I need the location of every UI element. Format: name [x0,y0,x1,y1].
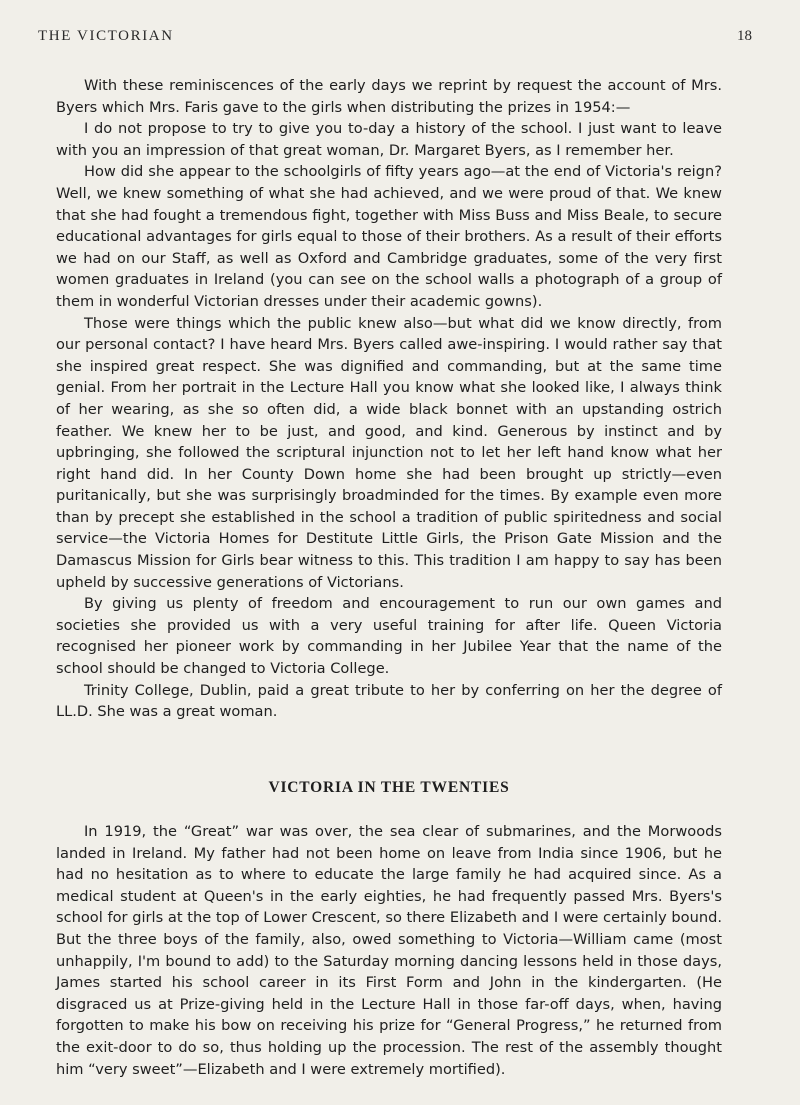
body-paragraph: Those were things which the public knew also—but what did we know directly, from our personal contact? I have heard Mrs. Byers called awe-inspiring. I would rather say that she inspired great respect. She was dignified and commanding, but at the same time genial. From her portrait in the Lecture Hall you know what she looked like, I always think of her wearing, as she so often did, a wide black bonnet with an upstanding ostrich feather. We knew her to be just, and good, and kind. Generous by instinct and by upbringing, she followed the scriptural injunction not to let her left hand know what her right hand did. In her County Down home she had been brought up strictly—even puritanically, but she was surprisingly broadminded for the times. By example even more than by precept she established in the school a tradition of public spiritedness and social service—the Victoria Homes for Destitute Little Girls, the Prison Gate Mission and the Damascus Mission for Girls bear witness to this. This tradition I am happy to say has been upheld by successive generations of Victorians. [56,314,722,591]
body-paragraph: Trinity College, Dublin, paid a great tribute to her by conferring on her the degree of LL.D. She was a great woman. [56,681,722,721]
intro-paragraph: With these reminiscences of the early days we reprint by request the account of Mrs. Byers which Mrs. Faris gave to the girls when distributing the prizes in 1954:— [56,77,722,116]
page-number: 18 [737,28,752,44]
reprint-section [56,75,722,723]
publication-title: THE VICTORIAN [38,28,174,44]
body-paragraph: I do not propose to try to give you to-day a history of the school. I just want to leave with you an impression of that great woman, Dr. Margaret Byers, as I remember her. [56,120,722,159]
section-heading: VICTORIA IN THE TWENTIES [268,779,510,796]
body-paragraph: In 1919, the “Great” war was over, the sea clear of submarines, and the Morwoods landed in Ireland. My father had not been home on leave from India since 1906, but he had no hesitation as to where to educate the large family he had acquired since. As a medical student at Queen's in the early eighties, he had frequently passed Mrs. Byers's school for girls at the top of Lower Crescent, so there Elizabeth and I were certainly bound. But the three boys of the family, also, owed something to Victoria—William came (most unhappily, I'm bound to add) to the Saturday morning dancing lessons held in those days, James started his school career in its First Form and John in the kindergarten. (He disgraced us at Prize-giving held in the Lecture Hall in those far-off days, when, having forgotten to make his bow on receiving his prize for “General Progress,” he returned from the exit-door to do so, thus holding up the procession. The rest of the assembly thought him “very sweet”—Elizabeth and I were extremely mortified). [56,823,722,1078]
running-header [38,28,752,52]
article-section [56,821,722,1080]
body-paragraph: By giving us plenty of freedom and encouragement to run our own games and societies she provided us with a very useful training for after life. Queen Victoria recognised her pioneer work by commanding in her Jubilee Year that the name of the school should be changed to Victoria College. [56,595,722,678]
body-paragraph: How did she appear to the schoolgirls of fifty years ago—at the end of Victoria's reign? Well, we knew something of what she had achieved, and we were proud of that. We knew that she had fought a tremendous fight, together with Miss Buss and Miss Beale, to secure educational advantages for girls equal to those of their brothers. As a result of their efforts we had on our Staff, as well as Oxford and Cambridge graduates, some of the very first women graduates in Ireland (you can see on the school walls a photograph of a group of them in wonderful Victorian dresses under their academic gowns). [56,163,722,310]
